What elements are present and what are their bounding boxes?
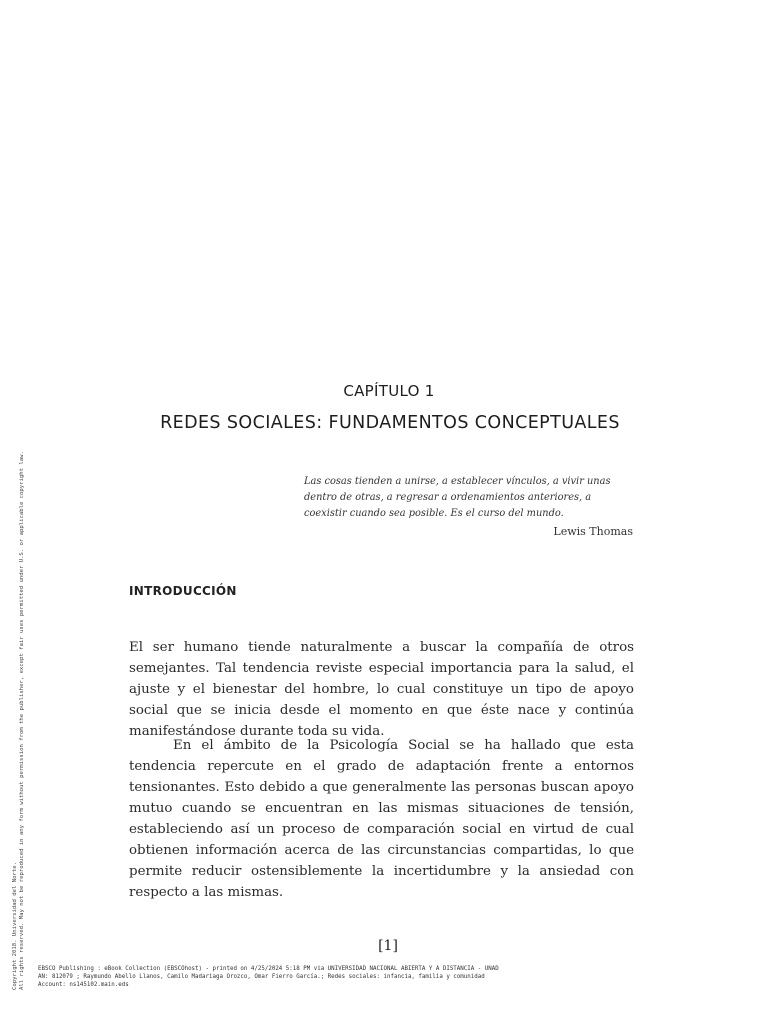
footer-line-1: EBSCO Publishing : eBook Collection (EBSCOhost) - printed on 4/25/2024 5:18 PM via UNIVERSIDAD NACIONAL ABIERTA Y A DISTANCIA - UNAD [38,966,499,972]
side-copyright-line-1: Copyright 2018. Universidad del Norte. [12,862,18,990]
paragraph-2: En el ámbito de la Psicología Social se ha hallado que esta tendencia repercute en el grado de adaptación frente a entornos tensionantes. Esto debido a que generalmente las personas buscan apoyo mutuo cuando se encuentran en las mismas situaciones de tensión, estableciendo así un proceso de comparación social en virtud de cual obtienen información acerca de las circunstancias compartidas, lo que permite reducir ostensiblemente la incertidumbre y la ansiedad con respecto a las mismas. [129,738,634,901]
section-heading: INTRODUCCIÓN [129,584,237,598]
side-copyright-line-2: All rights reserved. May not be reproduced in any form without permission from the publisher, except fair uses permitted under U.S. or applicable copyright law. [19,451,25,990]
page-number: [1] [378,938,398,954]
chapter-title: REDES SOCIALES: FUNDAMENTOS CONCEPTUALES [160,413,620,433]
epigraph-quote: Las cosas tienden a unirse, a establecer vínculos, a vivir unas dentro de otras, a regresar a ordenamientos anteriores, a coexistir cuando sea posible. Es el curso del mundo. [304,476,611,519]
epigraph-author: Lewis Thomas [553,525,633,538]
chapter-label: CAPÍTULO 1 [343,382,435,400]
footer-line-3: Account: ns145102.main.eds [38,982,129,988]
footer-line-2: AN: 812079 ; Raymundo Abello Llanos, Camilo Madariaga Orozco, Omar Fierro García.; Redes sociales: infancia, familia y comunidad [38,974,485,980]
ebsco-footer [38,965,738,989]
paragraph-1: El ser humano tiende naturalmente a buscar la compañía de otros semejantes. Tal tendencia reviste especial importancia para la salud, el ajuste y el bienestar del hombre, lo cual constituye un tipo de apoyo social que se inicia desde el momento en que éste nace y continúa manifestándose durante toda su vida. [129,640,634,740]
